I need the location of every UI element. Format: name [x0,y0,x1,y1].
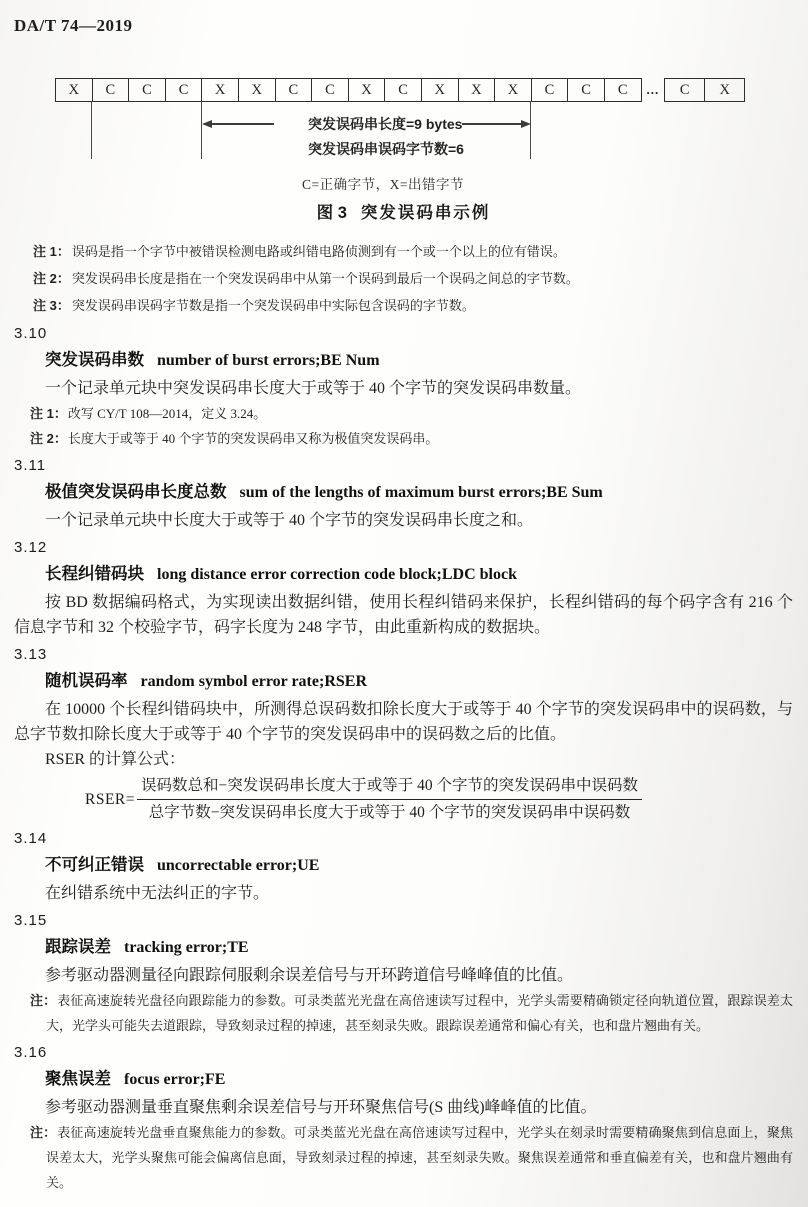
section-number: 3.10 [14,325,48,342]
section-3-13 [14,644,793,824]
term-cn: 不可纠正错误 [45,856,144,874]
term-cn: 跟踪误差 [45,938,111,956]
note-text: 长度大于或等于 40 个字节的突发误码串又称为极值突发误码串。 [67,431,439,446]
section-3-10 [14,323,793,451]
figure-notes [33,238,793,319]
term-heading [45,479,793,506]
figure-note [33,238,793,265]
byte-cells-tail [664,78,745,102]
marker-line-left [91,101,92,159]
note-label: 注 2： [30,431,67,446]
byte-cell: C [166,79,203,101]
definition-text: 在纠错系统中无法纠正的字节。 [45,885,270,902]
section-3-12 [14,537,793,640]
marker-line-burst-start [201,101,202,159]
byte-cells-main [55,78,642,102]
section-number: 3.14 [14,830,48,847]
note-label: 注： [30,1125,57,1140]
arrowhead-right-icon [521,120,531,128]
section-3-16 [14,1042,793,1195]
term-en: random symbol error rate;RSER [140,673,367,690]
section-note [30,1120,793,1195]
term-en: sum of the lengths of maximum burst errors;BE Sum [239,484,603,501]
term-heading [45,347,793,374]
term-cn: 聚焦误差 [45,1070,111,1088]
term-cn: 极值突发误码串长度总数 [45,483,227,501]
byte-cell: C [532,79,569,101]
term-heading [45,1066,793,1093]
byte-cell: X [56,79,93,101]
byte-cell: C [385,79,422,101]
formula-intro: RSER 的计算公式： [45,751,186,768]
section-note [30,426,793,451]
figure-burst-error-diagram [14,78,793,228]
definition-text: 一个记录单元块中突发误码串长度大于或等于 40 个字节的突发误码串数量。 [45,380,582,397]
byte-cell: X [459,79,496,101]
byte-cell: C [93,79,130,101]
note-label: 注 1： [30,406,67,421]
byte-cell: X [202,79,239,101]
note-text: 改写 CY/T 108—2014，定义 3.24。 [67,406,267,421]
section-number: 3.15 [14,912,48,929]
formula-fraction [137,775,642,824]
note-text: 表征高速旋转光盘垂直聚焦能力的参数。可录类蓝光光盘在高倍速读写过程中，光学头在刻录时需要精确聚焦到信息面上，聚焦误差太大，光学头聚焦可能会偏离信息面，导致刻录过程的掉速，甚至刻录失败。聚焦误差通常和垂直偏差有关，也和盘片翘曲有关。 [46,1125,793,1190]
section-note [30,988,793,1038]
byte-cell: C [312,79,349,101]
doc-number: DA/T 74—2019 [14,16,133,35]
formula-denominator: 总字节数−突发误码串长度大于或等于 40 个字节的突发误码串中误码数 [148,804,631,821]
definition-text: 参考驱动器测量垂直聚焦剩余误差信号与开环聚焦信号(S 曲线)峰峰值的比值。 [45,1099,597,1116]
section-note [30,401,793,426]
byte-cell: C [665,79,705,101]
section-3-15 [14,910,793,1038]
figure-note [33,265,793,292]
term-heading [45,561,793,588]
byte-sequence-row [55,78,745,102]
section-number: 3.16 [14,1044,48,1061]
note-text: 突发误码串误码字节数是指一个突发误码串中实际包含误码的字节数。 [71,298,475,313]
figure-legend: C=正确字节，X=出错字节 [302,177,464,192]
byte-cell: X [239,79,276,101]
arrow-line-left [210,123,274,125]
byte-cell: C [617,81,628,98]
section-number: 3.11 [14,457,47,474]
figure-caption-number: 图 3 [316,204,347,222]
byte-cell: C [276,79,313,101]
byte-cell: X [422,79,459,101]
burst-error-bytes-label: 突发误码串误码字节数=6 [308,141,464,157]
note-label: 注 3： [33,298,70,313]
note-label: 注： [30,993,57,1008]
byte-cell: X [495,79,532,101]
figure-caption-title: 突发误码串示例 [360,204,491,222]
byte-cell: X [719,81,730,98]
figure-caption [14,199,793,223]
note-text: 误码是指一个字节中被错误检测电路或纠错电路侦测到有一个或一个以上的位有错误。 [71,244,566,259]
term-en: focus error;FE [124,1071,226,1088]
byte-cell: X [349,79,386,101]
definition-text: 参考驱动器测量径向跟踪伺服剩余误差信号与开环跨道信号峰峰值的比值。 [45,967,574,984]
term-cn: 突发误码串数 [45,351,144,369]
section-3-11 [14,455,793,533]
term-heading [45,668,793,695]
rser-formula [85,775,793,824]
marker-line-burst-end [530,101,531,159]
term-heading [45,852,793,879]
formula-lhs: RSER= [85,790,136,808]
term-cn: 长程纠错码块 [45,565,144,583]
definition-text: 在 10000 个长程纠错码块中，所测得总误码数扣除长度大于或等于 40 个字节的突发误码串中的误码数，与总字节数扣除长度大于或等于 40 个字节的突发误码串中的误码数之后的比值。 [14,701,793,743]
term-cn: 随机误码率 [45,672,128,690]
term-en: tracking error;TE [124,939,249,956]
byte-cell: C [568,79,605,101]
definition-text: 按 BD 数据编码格式，为实现读出数据纠错，使用长程纠错码来保护，长程纠错码的每个码字含有 216 个信息字节和 32 个校验字节，码字长度为 248 字节，由此重新构成的数据块。 [14,594,793,636]
section-number: 3.13 [14,646,48,663]
term-en: long distance error correction code block;LDC block [157,566,517,583]
note-text: 突发误码串长度是指在一个突发误码串中从第一个误码到最后一个误码之间总的字节数。 [71,271,579,286]
byte-cell: C [129,79,166,101]
formula-numerator: 误码数总和−突发误码串长度大于或等于 40 个字节的突发误码串中误码数 [137,775,642,800]
section-3-14 [14,828,793,906]
figure-note [33,292,793,319]
ellipsis: ... [646,82,660,97]
term-en: uncorrectable error;UE [157,857,320,874]
term-heading [45,934,793,961]
term-en: number of burst errors;BE Num [157,352,380,369]
burst-length-label: 突发误码串长度=9 bytes [308,116,463,132]
note-label: 注 1： [33,244,70,259]
note-text: 表征高速旋转光盘径向跟踪能力的参数。可录类蓝光光盘在高倍速读写过程中，光学头需要精确锁定径向轨道位置，跟踪误差太大，光学头可能失去道跟踪，导致刻录过程的掉速，甚至刻录失败。跟踪误差通常和偏心有关，也和盘片翘曲有关。 [46,993,793,1033]
note-label: 注 2： [33,271,70,286]
arrow-line-right [462,123,523,125]
section-number: 3.12 [14,539,48,556]
definition-text: 一个记录单元块中长度大于或等于 40 个字节的突发误码串长度之和。 [45,512,534,529]
